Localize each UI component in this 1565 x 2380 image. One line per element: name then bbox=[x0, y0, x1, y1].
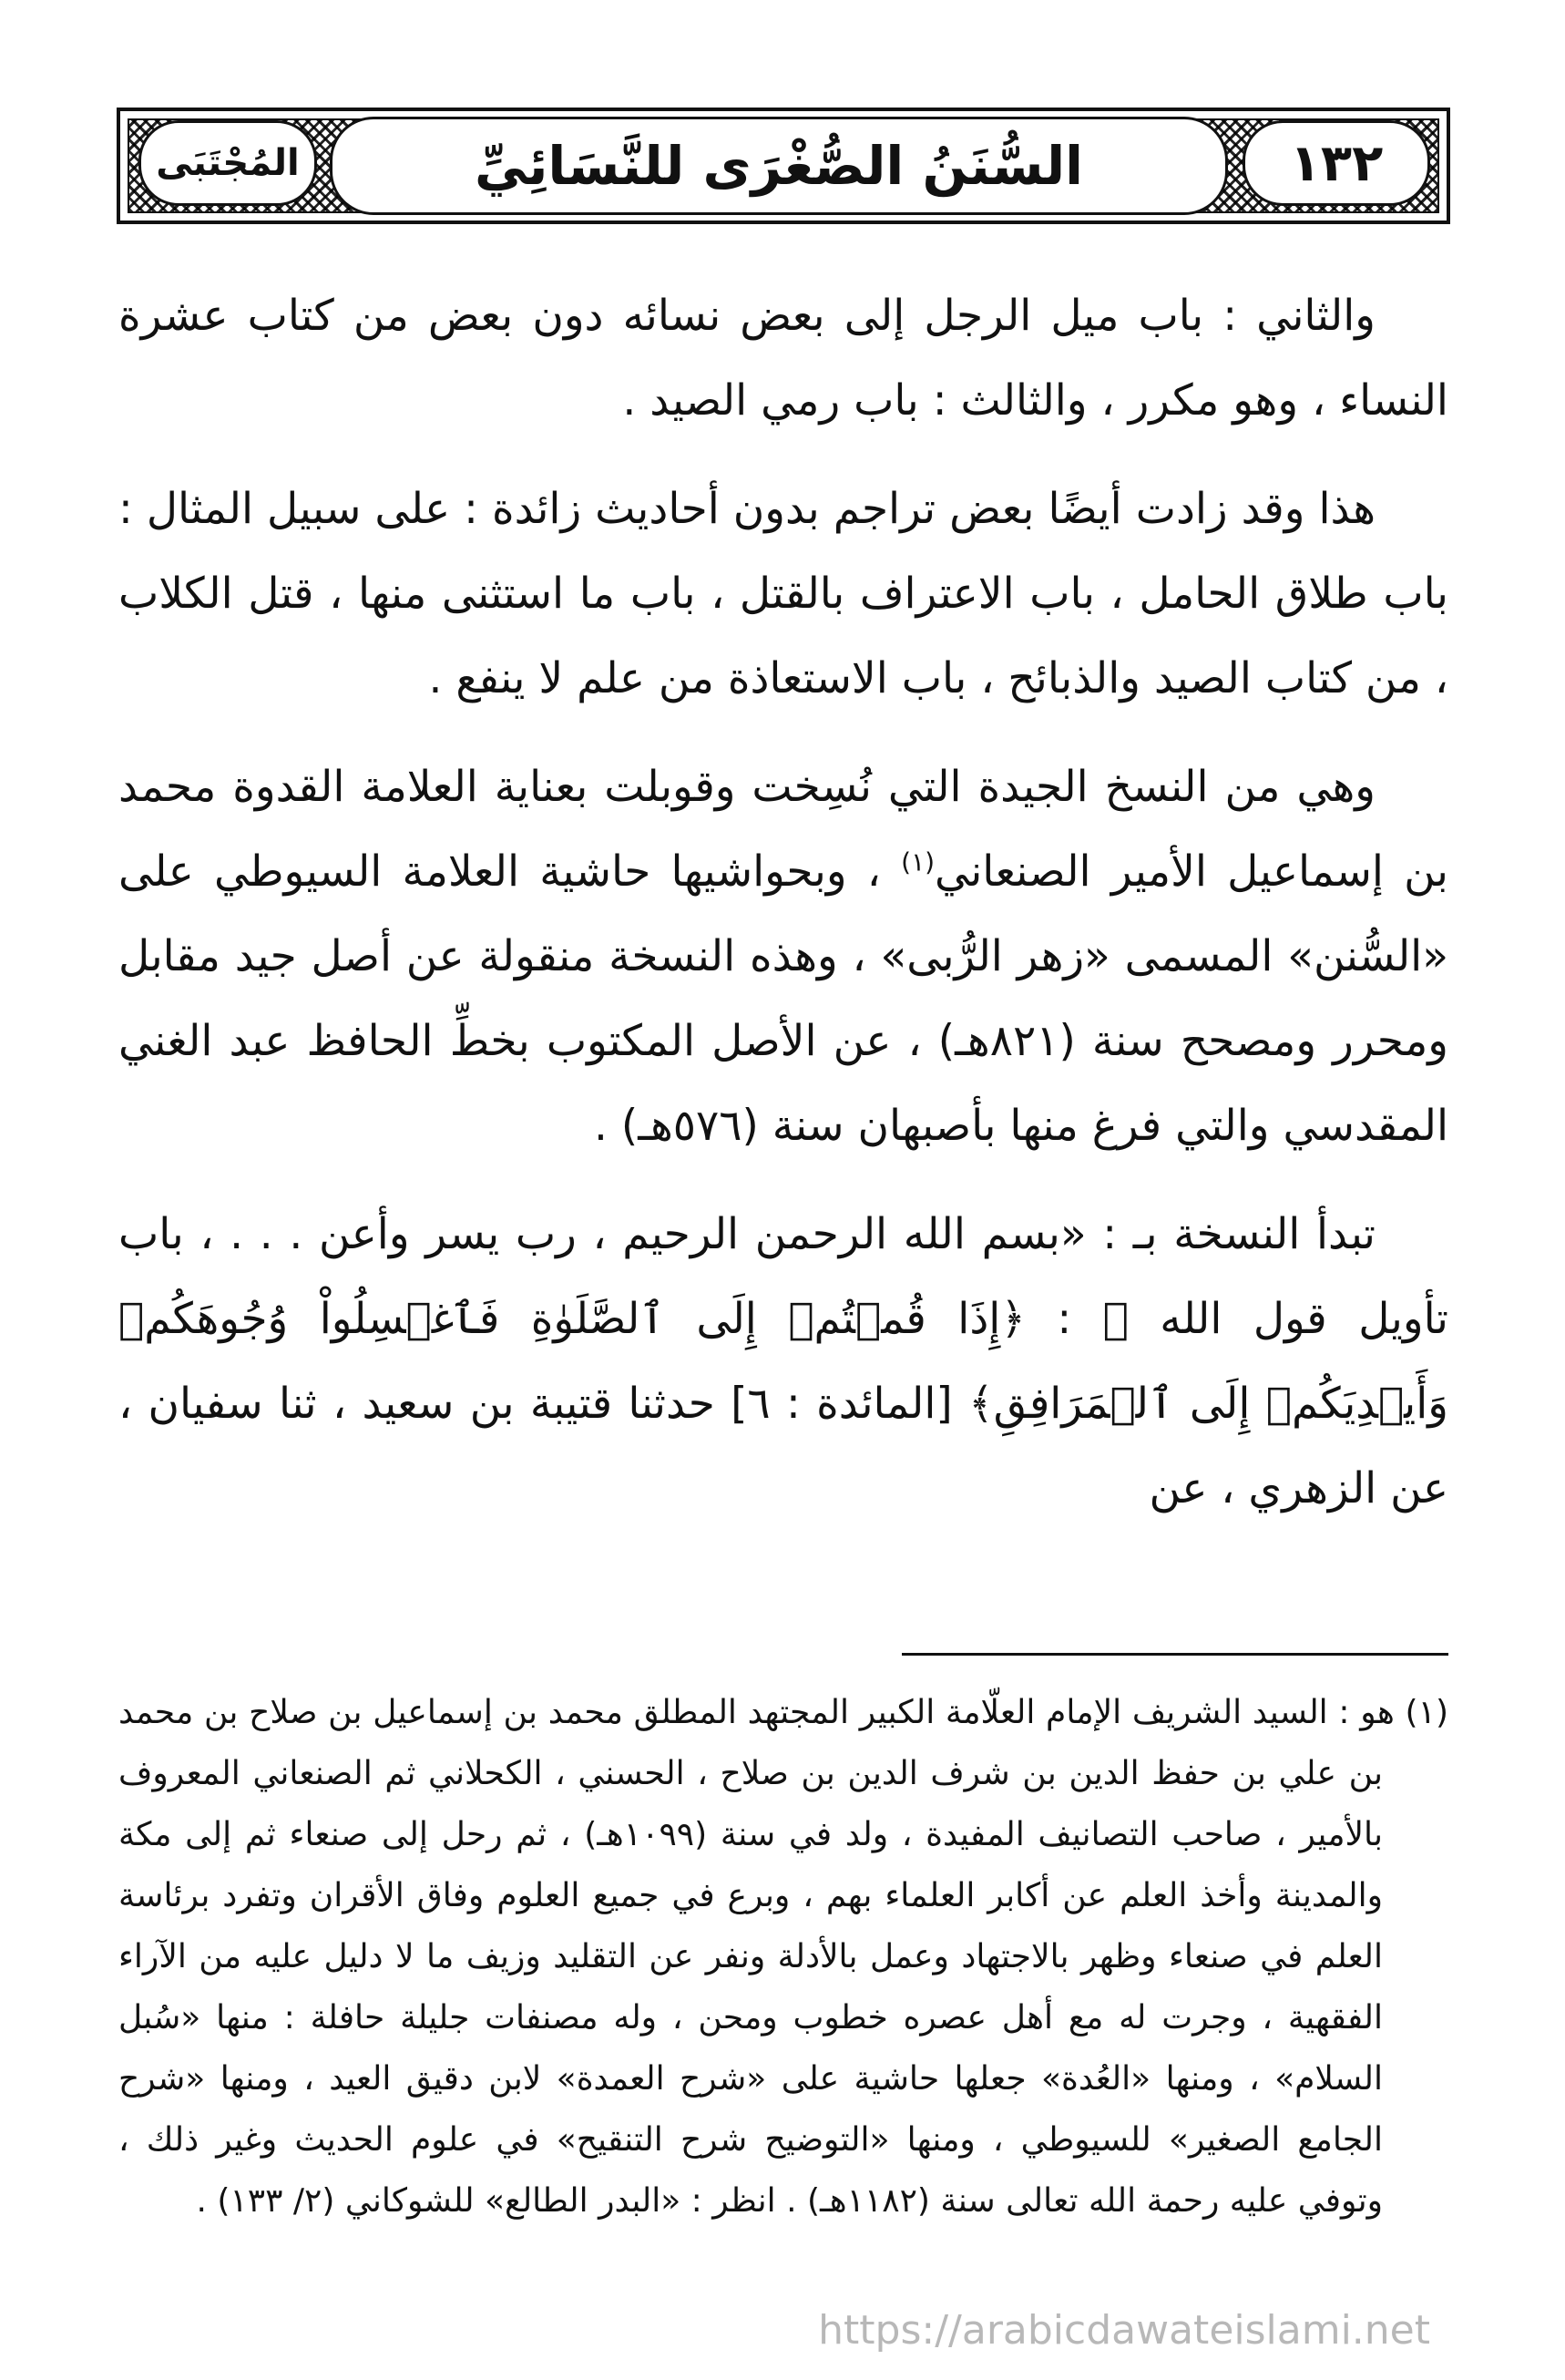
page-number: ١٣٢ bbox=[1289, 133, 1384, 193]
header-title-cartouche bbox=[330, 117, 1228, 215]
footnote-reference[interactable]: (١) bbox=[901, 846, 936, 877]
book-title: السُّنَنُ الصُّغْرَى للنَّسَائِيِّ bbox=[474, 135, 1084, 197]
seal-text: المُجْتَبَى bbox=[156, 142, 300, 184]
footnote-1: (١) هو : السيد الشريف الإمام العلّامة الكبير المجتهد المطلق محمد بن إسماعيل بن صلاح بن محمد بن علي بن حفظ الدين بن شرف الدين بن صلاح ، الحسني ، الكحلاني ثم الصنعاني المعروف بالأمير ، صاحب التصانيف المفيدة ، ولد في سنة (١٠٩٩هـ) ، ثم رحل إلى صنعاء ثم إلى مكة والمدينة وأخذ العلم عن أكابر العلماء بهم ، وبرع في جميع العلوم وفاق الأقران وتفرد برئاسة العلم في صنعاء وظهر بالاجتهاد وعمل بالأدلة ونفر عن التقليد وزيف ما لا دليل عليه من الآراء الفقهية ، وجرت له مع أهل عصره خطوب ومحن ، وله مصنفات جليلة حافلة : منها «سُبل السلام» ، ومنها «العُدة» جعلها حاشية على «شرح العمدة» لابن دقيق العيد ، ومنها «شرح الجامع الصغير» للسيوطي ، ومنها «التوضيح شرح التنقيح» في علوم الحديث وغير ذلك ، وتوفي عليه رحمة الله تعالى سنة (١١٨٢هـ) . انظر : «البدر الطالع» للشوكاني (٢/ ١٣٣) . bbox=[118, 1694, 1448, 2220]
paragraph-3-part-a: وهي من النسخ الجيدة التي نُسِخت وقوبلت بعناية العلامة القدوة محمد بن إسماعيل الأمير الصنعاني bbox=[118, 762, 1448, 897]
page-number-badge bbox=[1243, 120, 1430, 206]
book-seal-logo bbox=[138, 120, 317, 206]
main-text bbox=[118, 273, 1448, 1554]
paragraph-1: والثاني : باب ميل الرجل إلى بعض نسائه دون بعض من كتاب عشرة النساء ، وهو مكرر ، والثالث : باب رمي الصيد . bbox=[118, 291, 1448, 426]
paragraph-3 bbox=[118, 744, 1448, 1168]
paragraph-3-part-b: ، وبحواشيها حاشية العلامة السيوطي على «السُّنن» المسمى «زهر الرُّبى» ، وهذه النسخة منقولة عن أصل جيد مقابل ومحرر ومصحح سنة (٨٢١هـ) ، عن الأصل المكتوب بخطِّ الحافظ عبد الغني المقدسي والتي فرغ منها بأصبهان سنة (٥٧٦هـ) . bbox=[118, 846, 1448, 1151]
watermark-url: https://arabicdawateislami.net bbox=[818, 2307, 1430, 2354]
footnote-separator bbox=[902, 1653, 1448, 1656]
footnotes bbox=[118, 1682, 1448, 2231]
page-header-banner bbox=[117, 108, 1450, 224]
paragraph-4: تبدأ النسخة بـ : «بسم الله الرحمن الرحيم ، رب يسر وأعن . . . ، باب تأويل قول الله ﷻ : ﴿إِذَا قُمۡتُمۡ إِلَى ٱلصَّلَوٰةِ فَٱغۡسِلُواْ وُجُوهَكُمۡ وَأَيۡدِيَكُمۡ إِلَى ٱلۡمَرَافِقِ﴾ [المائدة : ٦] حدثنا قتيبة بن سعيد ، ثنا سفيان ، عن الزهري ، عن bbox=[118, 1209, 1448, 1513]
paragraph-2: هذا وقد زادت أيضًا بعض تراجم بدون أحاديث زائدة : على سبيل المثال : باب طلاق الحامل ، باب الاعتراف بالقتل ، باب ما استثنى منها ، قتل الكلاب ، من كتاب الصيد والذبائح ، باب الاستعاذة من علم لا ينفع . bbox=[118, 484, 1448, 703]
